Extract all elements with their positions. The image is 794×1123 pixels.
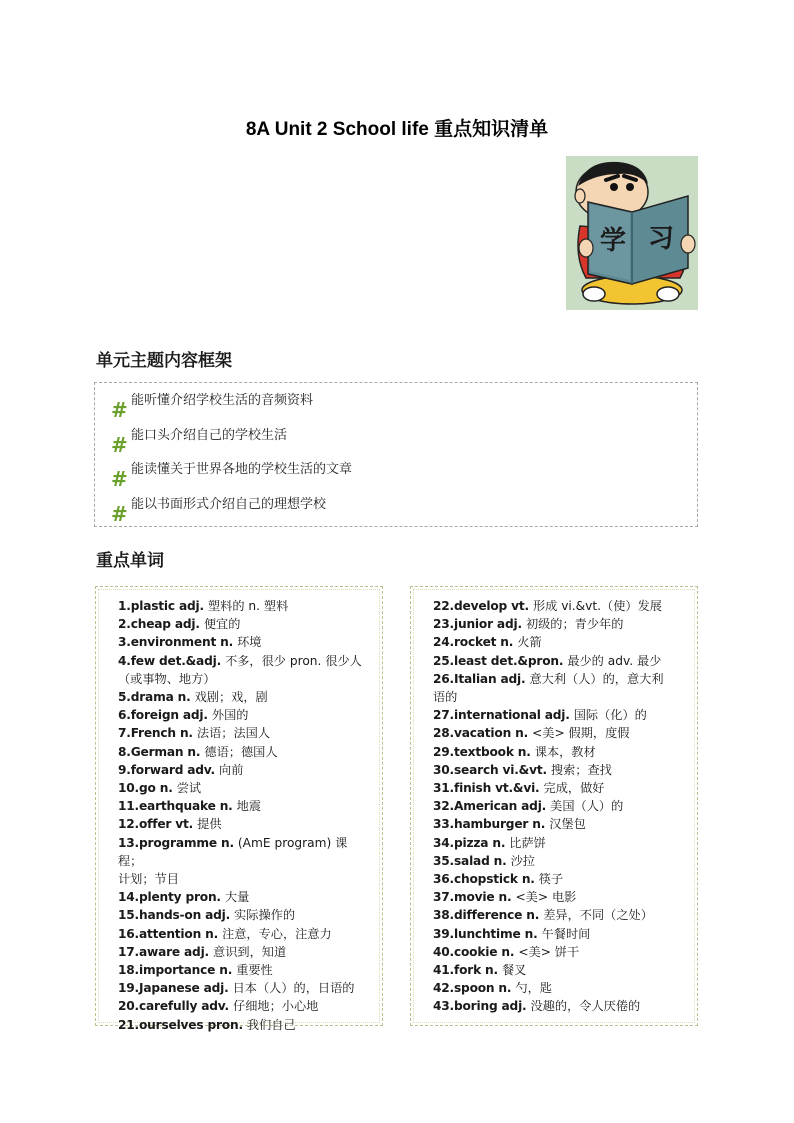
vocab-item xyxy=(433,925,683,943)
vocab-english: 16.attention n. xyxy=(118,926,223,941)
vocab-english: 5.drama n. xyxy=(118,690,195,705)
vocab-item xyxy=(433,724,683,742)
vocab-list-right xyxy=(433,597,683,1016)
vocab-chinese: 差异，不同（之处） xyxy=(543,908,653,923)
vocab-chinese: 地震 xyxy=(236,799,262,814)
vocab-chinese: 实际操作的 xyxy=(234,908,296,923)
vocab-item xyxy=(433,688,683,706)
vocab-english: 23.junior adj. xyxy=(433,617,526,632)
vocab-chinese: 初级的；青少年的 xyxy=(525,617,624,632)
vocab-chinese: 搜索；查找 xyxy=(550,762,612,777)
vocab-chinese: 环境 xyxy=(237,635,262,650)
vocab-english: 7.French n. xyxy=(118,726,197,741)
vocab-chinese: 意大利（人）的，意大利 xyxy=(529,671,664,686)
vocab-item xyxy=(433,706,683,724)
goal-text: 能听懂介绍学校生活的音频资料 xyxy=(131,393,314,408)
goal-text: 能口头介绍自己的学校生活 xyxy=(131,428,288,443)
vocab-item xyxy=(118,961,368,979)
vocab-chinese: 大量 xyxy=(224,890,250,905)
vocab-chinese: 我们自己 xyxy=(246,1017,296,1032)
vocab-english: 34.pizza n. xyxy=(433,835,510,850)
vocab-chinese: 尝试 xyxy=(176,781,202,796)
vocab-english: 10.go n. xyxy=(118,781,177,796)
vocab-chinese: <美> 饼干 xyxy=(518,944,580,959)
vocab-chinese: 火箭 xyxy=(517,635,542,650)
vocab-item xyxy=(118,706,368,724)
vocab-english: 14.plenty pron. xyxy=(118,890,225,905)
vocab-chinese: 日本（人）的，日语的 xyxy=(232,981,355,996)
vocab-english: 30.search vi.&vt. xyxy=(433,762,551,777)
vocab-english: 39.lunchtime n. xyxy=(433,926,542,941)
boy-reading-book-illustration xyxy=(566,156,698,310)
vocab-item xyxy=(118,633,368,651)
vocab-box-left xyxy=(95,586,383,1032)
vocab-english: 33.hamburger n. xyxy=(433,817,550,832)
goal-item xyxy=(111,393,314,422)
vocab-box-right xyxy=(410,586,698,1026)
vocab-english: 22.develop vt. xyxy=(433,599,533,613)
vocab-chinese: 意识到，知道 xyxy=(213,944,287,959)
goals-box xyxy=(94,382,698,527)
vocab-english: 20.carefully adv. xyxy=(118,999,234,1014)
vocab-item xyxy=(118,797,368,815)
vocab-chinese: （或事物、地方） xyxy=(118,671,216,686)
vocab-item xyxy=(118,597,368,615)
vocab-item xyxy=(118,615,368,633)
vocab-english: 21.ourselves pron. xyxy=(118,1017,247,1032)
vocab-chinese: 形成 vi.&vt.（使）发展 xyxy=(532,599,662,613)
vocab-chinese: 计划；节目 xyxy=(118,872,179,887)
book-character-left: 学 xyxy=(600,226,627,256)
goal-text: 能以书面形式介绍自己的理想学校 xyxy=(131,497,327,512)
goal-item xyxy=(111,462,353,491)
vocab-item xyxy=(118,997,368,1015)
vocab-item xyxy=(118,670,368,688)
vocab-english: 15.hands-on adj. xyxy=(118,908,235,923)
vocab-chinese: 比萨饼 xyxy=(509,835,546,850)
vocab-english: 43.boring adj. xyxy=(433,999,531,1014)
vocab-english: 2.cheap adj. xyxy=(118,617,204,632)
hash-bullet-icon: # xyxy=(111,502,128,526)
vocab-chinese: 便宜的 xyxy=(203,617,241,632)
vocab-english: 26.Italian adj. xyxy=(433,671,530,686)
vocab-item xyxy=(433,834,683,852)
vocab-item xyxy=(433,615,683,633)
vocab-english: 28.vacation n. xyxy=(433,726,533,741)
vocab-item xyxy=(433,961,683,979)
vocab-item xyxy=(433,906,683,924)
vocab-chinese: 完成，做好 xyxy=(543,781,605,796)
vocab-english: 19.Japanese adj. xyxy=(118,981,233,996)
vocab-list-left xyxy=(118,597,368,1034)
vocab-english: 17.aware adj. xyxy=(118,944,214,959)
vocab-chinese: 午餐时间 xyxy=(541,926,591,941)
vocab-english: 13.programme n. xyxy=(118,835,238,850)
vocab-chinese: 戏剧；戏，剧 xyxy=(194,690,268,705)
vocab-heading: 重点单词 xyxy=(96,551,164,571)
vocab-item xyxy=(118,743,368,761)
vocab-english: 8.German n. xyxy=(118,744,205,759)
vocab-chinese: 外国的 xyxy=(211,708,249,723)
vocab-chinese: <美> 假期，度假 xyxy=(532,726,630,741)
vocab-chinese: 语的 xyxy=(433,690,458,705)
page-title: 8A Unit 2 School life 重点知识清单 xyxy=(245,119,549,140)
hash-bullet-icon: # xyxy=(111,398,128,422)
vocab-english: 6.foreign adj. xyxy=(118,708,212,723)
vocab-chinese: 不多，很少 pron. 很少人 xyxy=(225,653,362,668)
vocab-item xyxy=(433,670,683,688)
vocab-item xyxy=(118,652,368,670)
vocab-item xyxy=(433,779,683,797)
vocab-english: 31.finish vt.&vi. xyxy=(433,781,544,796)
vocab-english: 41.fork n. xyxy=(433,963,502,978)
vocab-item xyxy=(118,979,368,997)
vocab-chinese: 筷子 xyxy=(538,872,564,887)
vocab-item xyxy=(433,943,683,961)
vocab-item xyxy=(433,743,683,761)
vocab-item xyxy=(433,870,683,888)
book-character-right: 习 xyxy=(648,224,675,254)
vocab-item xyxy=(433,815,683,833)
vocab-english: 24.rocket n. xyxy=(433,635,518,650)
vocab-chinese: <美> 电影 xyxy=(515,890,577,905)
vocab-english: 9.forward adv. xyxy=(118,762,220,777)
vocab-chinese: 向前 xyxy=(219,762,244,777)
vocab-english: 4.few det.&adj. xyxy=(118,653,226,668)
vocab-english: 35.salad n. xyxy=(433,853,511,868)
vocab-english: 12.offer vt. xyxy=(118,817,198,832)
vocab-item xyxy=(433,997,683,1015)
goal-item xyxy=(111,428,288,457)
vocab-chinese: 塑料的 n. 塑料 xyxy=(207,599,289,613)
vocab-chinese: 美国（人）的 xyxy=(550,799,624,814)
hash-bullet-icon: # xyxy=(111,433,128,457)
vocab-item xyxy=(118,925,368,943)
vocab-english: 40.cookie n. xyxy=(433,944,519,959)
vocab-item xyxy=(433,761,683,779)
vocab-english: 25.least det.&pron. xyxy=(433,653,568,668)
vocab-chinese: 沙拉 xyxy=(510,853,535,868)
vocab-item xyxy=(118,761,368,779)
vocab-item xyxy=(433,633,683,651)
vocab-english: 29.textbook n. xyxy=(433,744,535,759)
vocab-chinese: 注意，专心，注意力 xyxy=(222,926,332,941)
goals-heading: 单元主题内容框架 xyxy=(96,351,232,371)
vocab-english: 37.movie n. xyxy=(433,890,516,905)
vocab-item xyxy=(118,724,368,742)
vocab-chinese: 重要性 xyxy=(236,963,273,978)
goal-text: 能读懂关于世界各地的学校生活的文章 xyxy=(131,462,353,477)
vocab-chinese: 德语；德国人 xyxy=(204,744,278,759)
vocab-chinese: 仔细地；小心地 xyxy=(233,999,319,1014)
vocab-chinese: 提供 xyxy=(197,817,222,832)
vocab-chinese: 勺，匙 xyxy=(515,981,552,996)
vocab-chinese: 国际（化）的 xyxy=(573,708,647,723)
vocab-chinese: 法语；法国人 xyxy=(196,726,271,741)
goal-item xyxy=(111,497,327,526)
vocab-english: 3.environment n. xyxy=(118,635,238,650)
vocab-item xyxy=(433,797,683,815)
vocab-chinese: 没趣的，令人厌倦的 xyxy=(530,999,641,1014)
vocab-item xyxy=(433,979,683,997)
vocab-item xyxy=(118,779,368,797)
vocab-english: 18.importance n. xyxy=(118,963,237,978)
vocab-item xyxy=(118,688,368,706)
vocab-chinese: 汉堡包 xyxy=(549,817,586,832)
vocab-chinese: 餐叉 xyxy=(501,963,527,978)
vocab-item xyxy=(433,597,683,615)
hash-bullet-icon: # xyxy=(111,467,128,491)
vocab-english: 11.earthquake n. xyxy=(118,799,237,814)
vocab-item xyxy=(118,906,368,924)
vocab-item xyxy=(118,1016,368,1034)
vocab-english: 1.plastic adj. xyxy=(118,599,208,613)
vocab-english: 36.chopstick n. xyxy=(433,872,539,887)
vocab-chinese: 最少的 adv. 最少 xyxy=(567,653,662,668)
vocab-english: 32.American adj. xyxy=(433,799,551,814)
vocab-english: 42.spoon n. xyxy=(433,981,516,996)
vocab-item xyxy=(118,815,368,833)
vocab-item xyxy=(433,852,683,870)
vocab-item xyxy=(118,943,368,961)
vocab-item xyxy=(433,652,683,670)
vocab-item xyxy=(118,870,368,888)
vocab-item xyxy=(118,888,368,906)
vocab-chinese: 课本，教材 xyxy=(534,744,596,759)
vocab-item xyxy=(118,834,368,870)
vocab-english: 27.international adj. xyxy=(433,708,574,723)
vocab-item xyxy=(433,888,683,906)
vocab-chinese: (AmE program) 课程； xyxy=(118,835,348,868)
vocab-english: 38.difference n. xyxy=(433,908,544,923)
